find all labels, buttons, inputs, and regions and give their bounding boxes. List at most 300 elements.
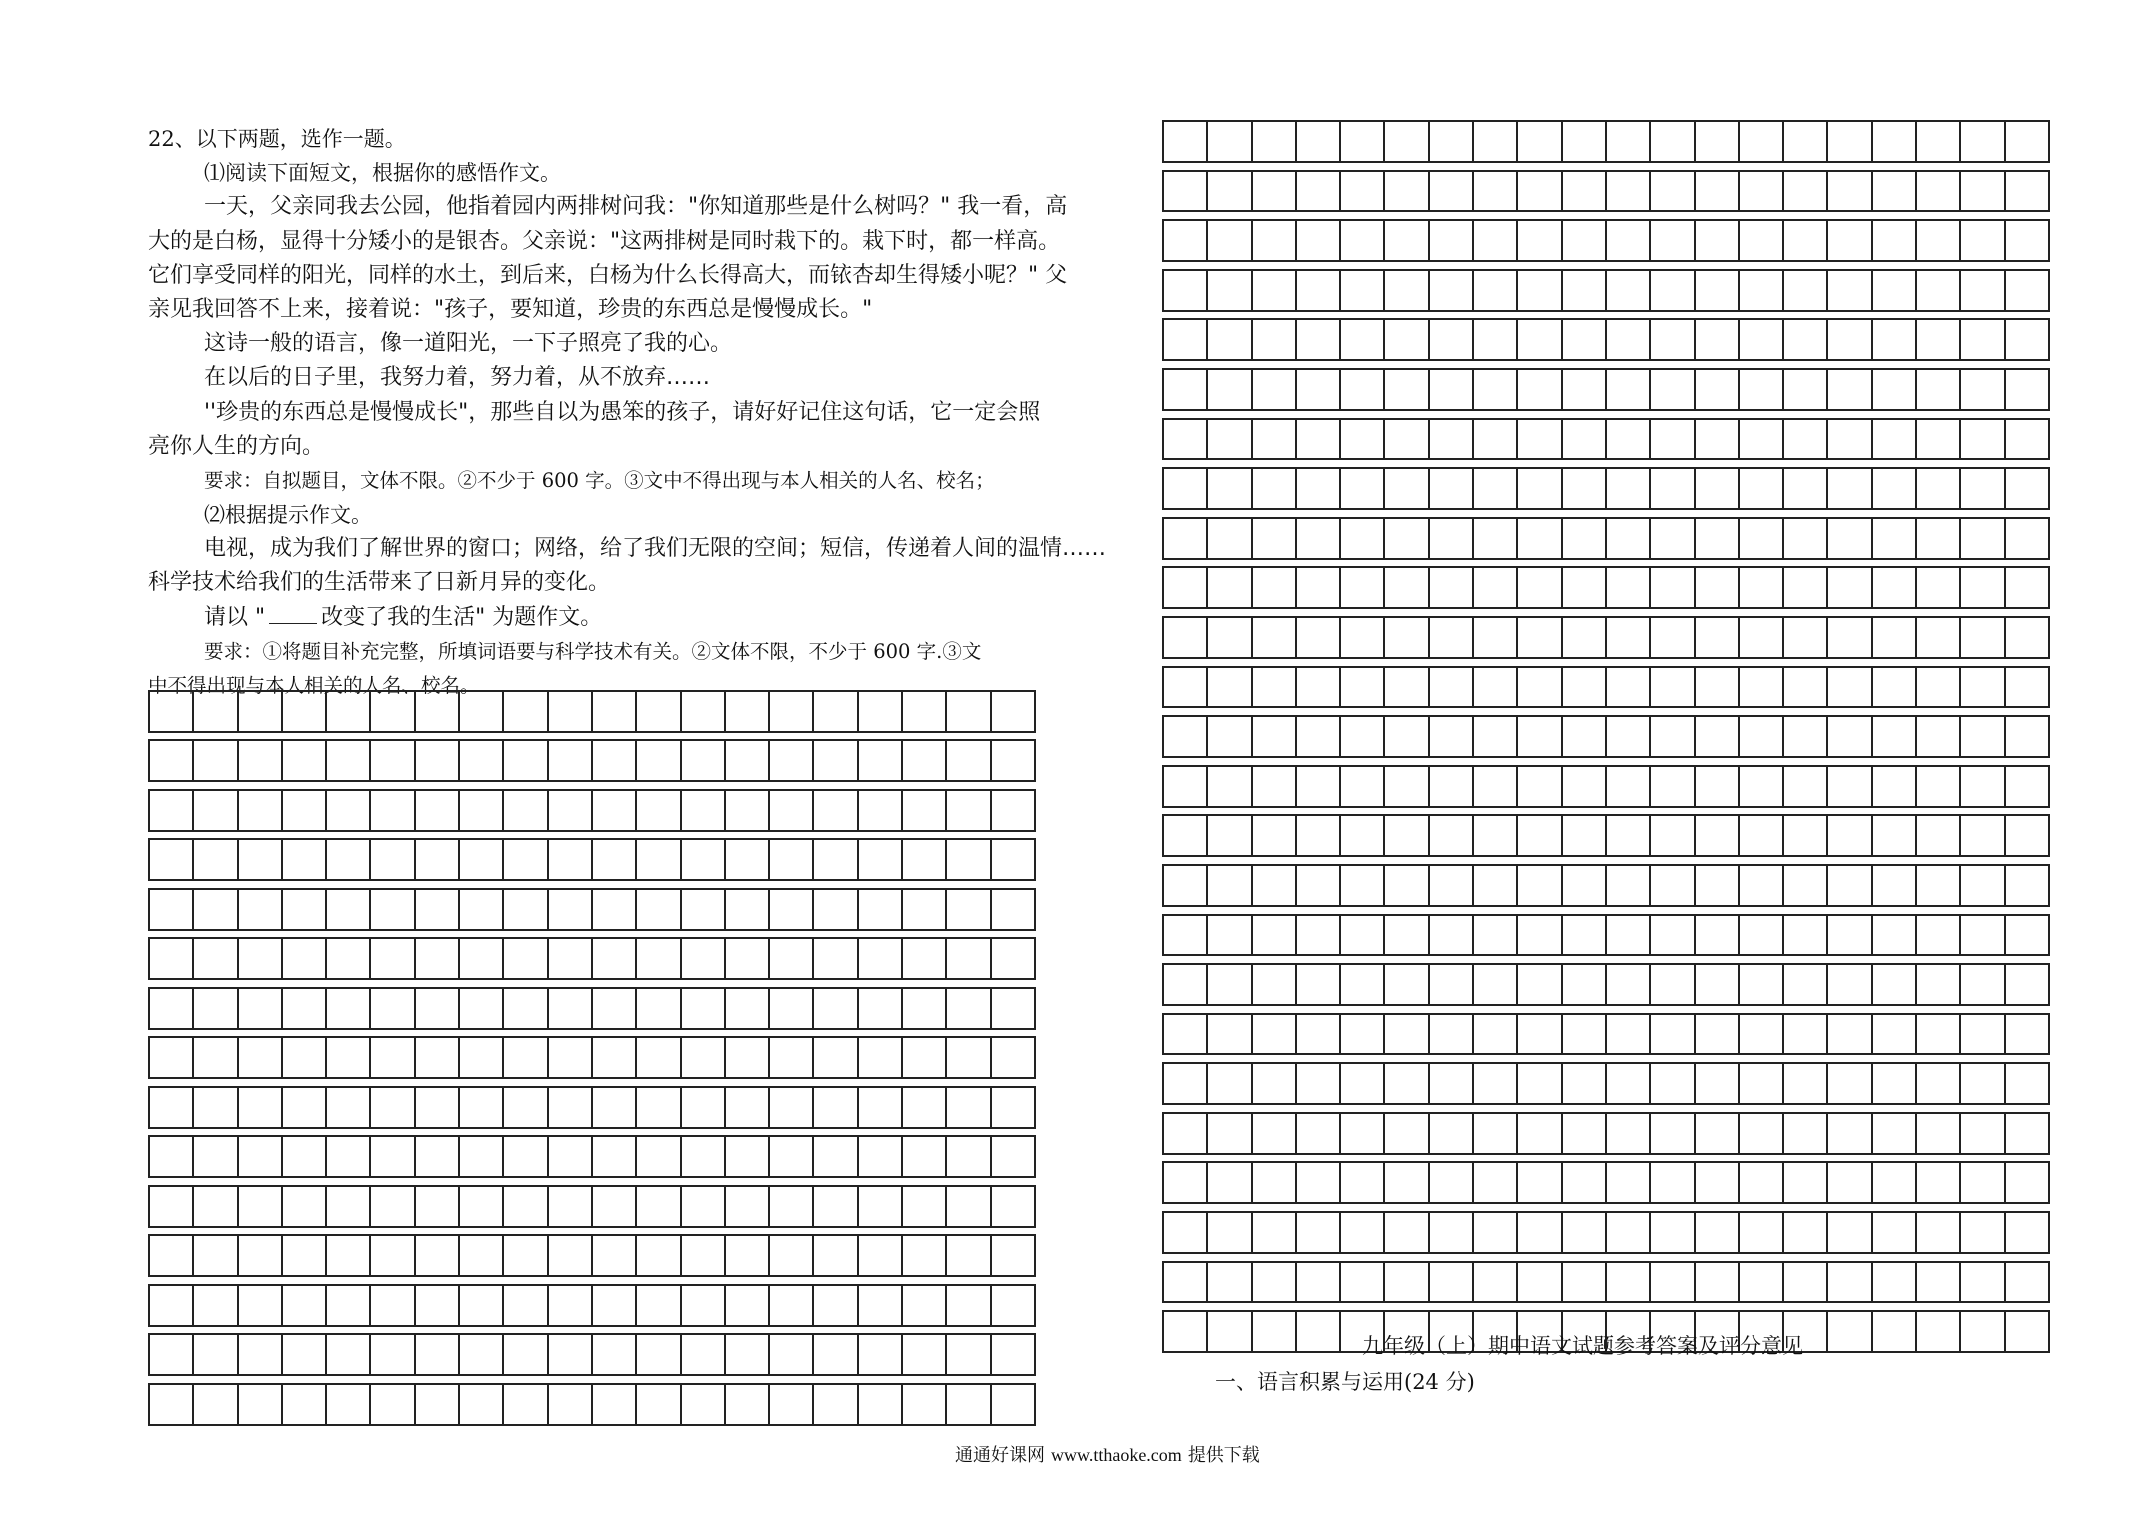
grid-cell	[1917, 1015, 1961, 1056]
title-blank	[269, 603, 317, 624]
grid-cell	[726, 1088, 770, 1129]
grid-cell	[416, 939, 460, 980]
grid-cell	[1740, 271, 1784, 312]
grid-cell	[1518, 469, 1562, 510]
grid-cell	[1208, 122, 1252, 163]
grid-cell	[947, 939, 991, 980]
grid-cell	[1253, 221, 1297, 262]
grid-cell	[1341, 519, 1385, 560]
grid-cell	[2006, 816, 2050, 857]
grid-cell	[1961, 370, 2005, 411]
grid-cell	[1828, 1213, 1872, 1254]
grid-cell	[770, 1088, 814, 1129]
grid-cell	[814, 1088, 858, 1129]
grid-cell	[1740, 420, 1784, 461]
grid-cell	[637, 989, 681, 1030]
grid-cell	[770, 1038, 814, 1079]
grid-cell	[1385, 420, 1429, 461]
grid-cell	[1784, 866, 1828, 907]
grid-cell	[770, 1187, 814, 1228]
grid-cell	[1784, 271, 1828, 312]
grid-cell	[327, 1038, 371, 1079]
grid-cell	[682, 1286, 726, 1327]
grid-cell	[992, 939, 1036, 980]
grid-cell	[814, 1187, 858, 1228]
grid-cell	[1253, 866, 1297, 907]
grid-cell	[1563, 965, 1607, 1006]
grid-cell	[593, 939, 637, 980]
grid-cell	[327, 890, 371, 931]
grid-cell	[1607, 519, 1651, 560]
grid-cell	[1961, 1114, 2005, 1155]
grid-cell	[1208, 916, 1252, 957]
grid-cell	[327, 741, 371, 782]
grid-cell	[1740, 717, 1784, 758]
grid-cell	[726, 1187, 770, 1228]
grid-row	[148, 888, 1036, 931]
grid-cell	[371, 989, 415, 1030]
grid-cell	[1961, 965, 2005, 1006]
essay-prompt	[148, 601, 1078, 635]
grid-cell	[1208, 965, 1252, 1006]
grid-cell	[903, 741, 947, 782]
grid-cell	[593, 840, 637, 881]
grid-cell	[1164, 816, 1208, 857]
grid-cell	[947, 1088, 991, 1129]
grid-cell	[1164, 172, 1208, 213]
grid-cell	[1563, 469, 1607, 510]
grid-cell	[593, 1088, 637, 1129]
grid-row	[148, 690, 1036, 733]
grid-cell	[1961, 320, 2005, 361]
grid-cell	[726, 1038, 770, 1079]
grid-cell	[416, 741, 460, 782]
grid-cell	[2006, 717, 2050, 758]
grid-row	[1162, 616, 2050, 659]
grid-cell	[637, 692, 681, 733]
grid-cell	[1385, 767, 1429, 808]
grid-cell	[1917, 816, 1961, 857]
grid-cell	[1385, 1263, 1429, 1304]
grid-cell	[1430, 717, 1474, 758]
grid-cell	[1651, 767, 1695, 808]
grid-row	[148, 937, 1036, 980]
grid-cell	[1651, 668, 1695, 709]
grid-cell	[1518, 370, 1562, 411]
grid-cell	[1961, 271, 2005, 312]
grid-cell	[770, 1236, 814, 1277]
grid-cell	[416, 1088, 460, 1129]
grid-cell	[770, 1385, 814, 1426]
grid-cell	[770, 890, 814, 931]
grid-cell	[371, 840, 415, 881]
grid-cell	[947, 1335, 991, 1376]
grid-cell	[1917, 1312, 1961, 1353]
grid-cell	[1740, 916, 1784, 957]
grid-cell	[814, 840, 858, 881]
grid-cell	[1651, 816, 1695, 857]
grid-cell	[903, 1385, 947, 1426]
grid-cell	[1873, 668, 1917, 709]
grid-cell	[1961, 221, 2005, 262]
grid-cell	[859, 890, 903, 931]
grid-cell	[549, 791, 593, 832]
grid-cell	[1873, 1213, 1917, 1254]
grid-cell	[1518, 420, 1562, 461]
grid-cell	[1828, 1114, 1872, 1155]
grid-cell	[194, 1187, 238, 1228]
grid-cell	[1341, 916, 1385, 957]
grid-cell	[1341, 320, 1385, 361]
grid-cell	[371, 692, 415, 733]
grid-cell	[593, 741, 637, 782]
grid-cell	[1651, 866, 1695, 907]
grid-cell	[2006, 1213, 2050, 1254]
grid-cell	[726, 840, 770, 881]
grid-cell	[859, 1137, 903, 1178]
grid-cell	[1164, 668, 1208, 709]
grid-cell	[1828, 1263, 1872, 1304]
grid-cell	[1385, 816, 1429, 857]
grid-cell	[1208, 1114, 1252, 1155]
grid-cell	[1828, 320, 1872, 361]
grid-cell	[1740, 172, 1784, 213]
grid-cell	[1784, 122, 1828, 163]
grid-cell	[1385, 866, 1429, 907]
grid-cell	[239, 791, 283, 832]
grid-cell	[549, 1286, 593, 1327]
grid-cell	[682, 1137, 726, 1178]
grid-cell	[1563, 1163, 1607, 1204]
grid-row	[1162, 1112, 2050, 1155]
grid-cell	[504, 791, 548, 832]
grid-cell	[1164, 1015, 1208, 1056]
grid-cell	[460, 1385, 504, 1426]
grid-cell	[682, 791, 726, 832]
grid-cell	[1253, 420, 1297, 461]
grid-cell	[1696, 370, 1740, 411]
grid-cell	[239, 1137, 283, 1178]
grid-cell	[1696, 469, 1740, 510]
grid-cell	[947, 840, 991, 881]
grid-cell	[1917, 668, 1961, 709]
grid-cell	[1297, 1263, 1341, 1304]
grid-cell	[1164, 320, 1208, 361]
grid-cell	[859, 939, 903, 980]
grid-cell	[1740, 767, 1784, 808]
grid-cell	[947, 1385, 991, 1426]
grid-cell	[726, 1137, 770, 1178]
grid-cell	[1474, 1064, 1518, 1105]
grid-cell	[859, 741, 903, 782]
grid-cell	[1873, 816, 1917, 857]
grid-cell	[1341, 271, 1385, 312]
writing-grid-right	[1162, 120, 2050, 1353]
grid-cell	[903, 692, 947, 733]
grid-cell	[1563, 1114, 1607, 1155]
grid-row	[148, 838, 1036, 881]
grid-cell	[1961, 420, 2005, 461]
grid-row	[148, 1036, 1036, 1079]
grid-cell	[1740, 320, 1784, 361]
grid-row	[148, 987, 1036, 1030]
grid-cell	[1253, 568, 1297, 609]
grid-cell	[2006, 568, 2050, 609]
grid-cell	[1873, 519, 1917, 560]
grid-cell	[1828, 618, 1872, 659]
grid-cell	[150, 791, 194, 832]
grid-cell	[549, 1038, 593, 1079]
grid-cell	[1164, 1114, 1208, 1155]
grid-cell	[1474, 668, 1518, 709]
grid-cell	[1253, 1263, 1297, 1304]
grid-cell	[726, 1385, 770, 1426]
grid-cell	[1297, 767, 1341, 808]
grid-cell	[637, 890, 681, 931]
grid-cell	[1164, 965, 1208, 1006]
grid-cell	[1961, 122, 2005, 163]
grid-cell	[1253, 717, 1297, 758]
grid-cell	[1341, 717, 1385, 758]
grid-cell	[1297, 320, 1341, 361]
grid-cell	[1430, 221, 1474, 262]
passage-line-2: 大的是白杨，显得十分矮小的是银杏。父亲说："这两排树是同时栽下的。栽下时，都一样高。	[148, 228, 1061, 254]
grid-cell	[1651, 420, 1695, 461]
grid-cell	[682, 741, 726, 782]
passage-line-5: 这诗一般的语言，像一道阳光，一下子照亮了我的心。	[204, 331, 733, 357]
grid-cell	[1563, 221, 1607, 262]
grid-cell	[1740, 866, 1784, 907]
grid-cell	[859, 1088, 903, 1129]
grid-cell	[283, 1286, 327, 1327]
grid-cell	[1917, 370, 1961, 411]
grid-cell	[1253, 122, 1297, 163]
grid-cell	[1164, 866, 1208, 907]
grid-cell	[1740, 816, 1784, 857]
grid-cell	[1208, 370, 1252, 411]
grid-cell	[327, 1286, 371, 1327]
grid-cell	[1696, 1213, 1740, 1254]
grid-cell	[1341, 370, 1385, 411]
grid-cell	[1341, 1015, 1385, 1056]
grid-cell	[1961, 866, 2005, 907]
grid-cell	[1607, 816, 1651, 857]
grid-cell	[1696, 965, 1740, 1006]
grid-cell	[416, 791, 460, 832]
grid-cell	[1828, 965, 1872, 1006]
grid-cell	[1651, 1015, 1695, 1056]
grid-cell	[460, 741, 504, 782]
grid-cell	[1297, 370, 1341, 411]
grid-cell	[1784, 1163, 1828, 1204]
grid-cell	[1961, 1263, 2005, 1304]
grid-cell	[1873, 1163, 1917, 1204]
grid-cell	[283, 791, 327, 832]
grid-cell	[1385, 717, 1429, 758]
grid-cell	[682, 1187, 726, 1228]
grid-row	[1162, 418, 2050, 461]
grid-cell	[1784, 1263, 1828, 1304]
grid-cell	[1341, 965, 1385, 1006]
grid-cell	[1297, 717, 1341, 758]
grid-cell	[1474, 618, 1518, 659]
grid-cell	[283, 890, 327, 931]
footer-url: www.tthaoke.com	[1051, 1445, 1182, 1465]
grid-cell	[239, 741, 283, 782]
grid-cell	[1607, 717, 1651, 758]
grid-cell	[1341, 172, 1385, 213]
grid-cell	[770, 791, 814, 832]
grid-cell	[1297, 866, 1341, 907]
grid-cell	[1164, 122, 1208, 163]
grid-cell	[1740, 668, 1784, 709]
grid-cell	[1164, 1312, 1208, 1353]
grid-cell	[1563, 271, 1607, 312]
grid-cell	[1563, 717, 1607, 758]
grid-cell	[327, 1137, 371, 1178]
grid-cell	[682, 1236, 726, 1277]
grid-cell	[814, 1137, 858, 1178]
grid-cell	[1828, 717, 1872, 758]
grid-cell	[1784, 221, 1828, 262]
question-22	[148, 122, 1107, 703]
grid-cell	[1784, 568, 1828, 609]
grid-cell	[682, 840, 726, 881]
grid-cell	[1164, 1064, 1208, 1105]
grid-cell	[637, 741, 681, 782]
grid-cell	[194, 1137, 238, 1178]
grid-cell	[460, 939, 504, 980]
grid-cell	[2006, 271, 2050, 312]
grid-cell	[194, 692, 238, 733]
grid-cell	[1740, 122, 1784, 163]
grid-cell	[1474, 568, 1518, 609]
essay-prompt-suffix: 改变了我的生活" 为题作文。	[321, 604, 603, 630]
grid-cell	[1961, 568, 2005, 609]
grid-row	[1162, 566, 2050, 609]
grid-cell	[1961, 767, 2005, 808]
grid-cell	[1917, 717, 1961, 758]
grid-cell	[1208, 221, 1252, 262]
grid-cell	[1164, 618, 1208, 659]
grid-cell	[1253, 916, 1297, 957]
grid-cell	[1297, 568, 1341, 609]
grid-cell	[1696, 271, 1740, 312]
grid-cell	[371, 1187, 415, 1228]
grid-cell	[903, 1187, 947, 1228]
grid-cell	[283, 989, 327, 1030]
grid-cell	[1208, 1213, 1252, 1254]
grid-cell	[460, 1088, 504, 1129]
grid-cell	[1651, 122, 1695, 163]
grid-cell	[1961, 469, 2005, 510]
grid-cell	[283, 939, 327, 980]
grid-cell	[1341, 1263, 1385, 1304]
grid-cell	[150, 989, 194, 1030]
grid-cell	[1607, 122, 1651, 163]
grid-cell	[1164, 469, 1208, 510]
grid-cell	[1341, 668, 1385, 709]
grid-cell	[549, 1335, 593, 1376]
grid-row	[1162, 715, 2050, 758]
grid-cell	[416, 1335, 460, 1376]
grid-cell	[1651, 172, 1695, 213]
grid-cell	[460, 890, 504, 931]
passage-line-6: 在以后的日子里，我努力着，努力着，从不放弃……	[204, 365, 711, 391]
grid-cell	[1828, 916, 1872, 957]
grid-cell	[1784, 519, 1828, 560]
grid-cell	[1518, 668, 1562, 709]
grid-cell	[1607, 469, 1651, 510]
grid-cell	[1563, 668, 1607, 709]
grid-cell	[1563, 866, 1607, 907]
grid-cell	[1563, 370, 1607, 411]
grid-cell	[1297, 1312, 1341, 1353]
grid-cell	[1208, 816, 1252, 857]
grid-cell	[1430, 568, 1474, 609]
grid-cell	[239, 890, 283, 931]
grid-cell	[1253, 1213, 1297, 1254]
grid-cell	[1740, 370, 1784, 411]
grid-cell	[1873, 568, 1917, 609]
grid-cell	[1518, 816, 1562, 857]
grid-cell	[859, 1236, 903, 1277]
grid-row	[148, 1333, 1036, 1376]
grid-cell	[947, 791, 991, 832]
grid-cell	[770, 840, 814, 881]
grid-cell	[1696, 816, 1740, 857]
grid-cell	[1208, 420, 1252, 461]
grid-cell	[1430, 420, 1474, 461]
grid-cell	[1696, 420, 1740, 461]
grid-cell	[1873, 618, 1917, 659]
grid-row	[1162, 1013, 2050, 1056]
grid-cell	[1474, 1015, 1518, 1056]
grid-cell	[1696, 320, 1740, 361]
grid-cell	[726, 989, 770, 1030]
grid-cell	[1607, 320, 1651, 361]
grid-cell	[1651, 1064, 1695, 1105]
grid-row	[148, 789, 1036, 832]
option-1-heading: ⑴阅读下面短文，根据你的感悟作文。	[204, 161, 561, 186]
grid-cell	[1828, 519, 1872, 560]
grid-cell	[1784, 370, 1828, 411]
grid-cell	[903, 1137, 947, 1178]
grid-cell	[1651, 1163, 1695, 1204]
grid-cell	[1873, 1015, 1917, 1056]
grid-cell	[460, 1236, 504, 1277]
grid-cell	[1208, 767, 1252, 808]
grid-cell	[2006, 420, 2050, 461]
grid-cell	[1828, 568, 1872, 609]
grid-cell	[726, 1236, 770, 1277]
grid-cell	[992, 741, 1036, 782]
grid-cell	[1518, 1015, 1562, 1056]
grid-cell	[1518, 1064, 1562, 1105]
grid-cell	[1208, 469, 1252, 510]
grid-cell	[1873, 271, 1917, 312]
grid-row	[148, 1284, 1036, 1327]
grid-cell	[1297, 1064, 1341, 1105]
grid-cell	[1740, 1163, 1784, 1204]
grid-cell	[1651, 320, 1695, 361]
grid-cell	[1784, 1064, 1828, 1105]
grid-cell	[1740, 965, 1784, 1006]
grid-cell	[1385, 965, 1429, 1006]
grid-cell	[1828, 122, 1872, 163]
grid-cell	[1828, 1163, 1872, 1204]
grid-cell	[1297, 1213, 1341, 1254]
